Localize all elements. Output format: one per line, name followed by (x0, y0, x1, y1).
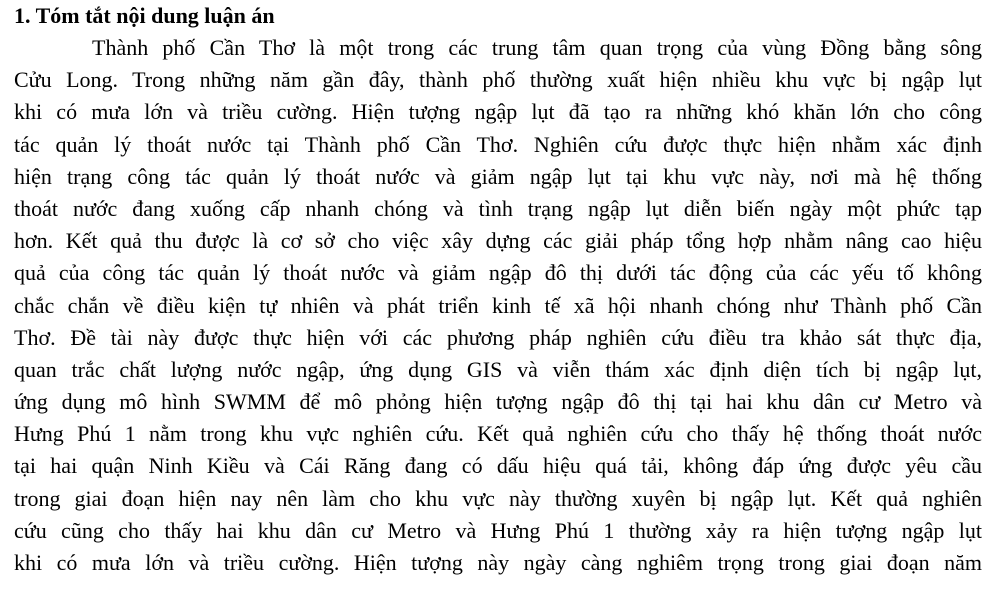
paragraph-line: Hưng Phú 1 nằm trong khu vực nghiên cứu. Kết quả nghiên cứu cho thấy hệ thống thoát nước (14, 421, 982, 447)
paragraph-line: quả của công tác quản lý thoát nước và giảm ngập đô thị dưới tác động của các yếu tố không (14, 260, 982, 286)
document-page (14, 0, 982, 579)
paragraph-line: Thành phố Cần Thơ là một trong các trung tâm quan trọng của vùng Đồng bằng sông (92, 35, 982, 60)
paragraph-line: chắc chắn về điều kiện tự nhiên và phát triển kinh tế xã hội nhanh chóng như Thành phố Cần (14, 292, 982, 318)
paragraph-line: ứng dụng mô hình SWMM để mô phỏng hiện tượng ngập đô thị tại hai khu dân cư Metro và (14, 389, 982, 415)
paragraph-line: Cửu Long. Trong những năm gần đây, thành phố thường xuất hiện nhiều khu vực bị ngập lụt (14, 67, 982, 93)
paragraph-line: hơn. Kết quả thu được là cơ sở cho việc xây dựng các giải pháp tổng hợp nhằm nâng cao hiệu (14, 228, 982, 254)
paragraph-line: thoát nước đang xuống cấp nhanh chóng và tình trạng ngập lụt diễn biến ngày một phức tạp (14, 195, 982, 221)
paragraph-line: tại hai quận Ninh Kiều và Cái Răng đang có dấu hiệu quá tải, không đáp ứng được yêu cầu (14, 453, 982, 479)
paragraph-line: khi có mưa lớn và triều cường. Hiện tượng này ngày càng nghiêm trọng trong giai đoạn năm (14, 550, 982, 575)
section-heading: 1. Tóm tắt nội dung luận án (14, 3, 275, 28)
paragraph-line: khi có mưa lớn và triều cường. Hiện tượng ngập lụt đã tạo ra những khó khăn lớn cho công (14, 99, 982, 125)
paragraph-line: quan trắc chất lượng nước ngập, ứng dụng GIS và viễn thám xác định diện tích bị ngập lụt, (14, 356, 982, 382)
paragraph-line: trong giai đoạn hiện nay nên làm cho khu vực này thường xuyên bị ngập lụt. Kết quả nghiên (14, 485, 982, 511)
paragraph-line: Thơ. Đề tài này được thực hiện với các phương pháp nghiên cứu điều tra khảo sát thực địa, (14, 324, 982, 350)
summary-paragraph (14, 32, 982, 579)
paragraph-line: tác quản lý thoát nước tại Thành phố Cần Thơ. Nghiên cứu được thực hiện nhằm xác định (14, 131, 982, 157)
paragraph-line: cứu cũng cho thấy hai khu dân cư Metro và Hưng Phú 1 thường xảy ra hiện tượng ngập lụt (14, 517, 982, 543)
paragraph-line: hiện trạng công tác quản lý thoát nước và giảm ngập lụt tại khu vực này, nơi mà hệ thống (14, 163, 982, 189)
